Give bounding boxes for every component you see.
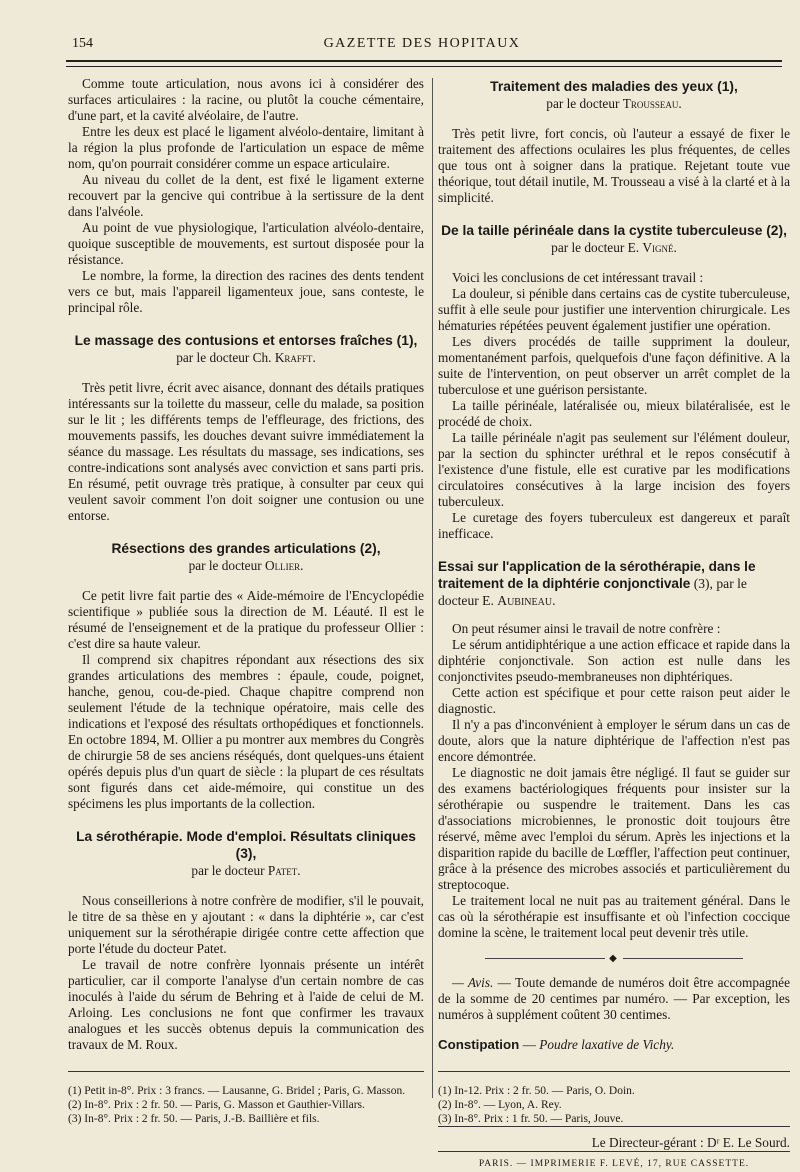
paragraph: Le travail de notre confrère lyonnais présente un intérêt particulier, car il comporte l'analyse d'un certain nombre de cas inoculés à l'aide du sérum de Behring et à l'aide de celui de M. Arloing. Les conclusions ne font que confirmer les travaux analogues et les succès obtenus depuis la communication des travaux de M. Roux.	[68, 957, 424, 1052]
paragraph: Cette action est spécifique et pour cette raison peut aider le diagnostic.	[438, 685, 790, 716]
section-title: Résections des grandes articulations (2),	[111, 541, 381, 556]
ad-separator: —	[519, 1037, 540, 1052]
ad-label: Constipation	[438, 1037, 520, 1052]
author-name: Aubineau	[497, 593, 553, 608]
paragraph: La taille périnéale n'agit pas seulement sur l'élément douleur, par la section du sphincter uréthral et le repos consécutif à l'existence d'une fistule, elle est curative par les modifications circulatoires consécutives à la large incision des foyers tuberculeux.	[438, 430, 790, 509]
journal-title: GAZETTE DES HOPITAUX	[323, 36, 521, 51]
ad-text: Poudre laxative de Vichy.	[539, 1037, 675, 1052]
footnote: (2) In-8°. — Lyon, A. Rey.	[438, 1099, 562, 1111]
page-header	[62, 36, 782, 56]
footnote: (3) In-8°. Prix : 1 fr. 50. — Paris, Jouve.	[438, 1113, 624, 1125]
section-title: De la taille périnéale dans la cystite tuberculeuse (2),	[441, 223, 787, 238]
author-name: Trousseau	[622, 96, 679, 111]
footnote: (1) In-12. Prix : 2 fr. 50. — Paris, O. Doin.	[438, 1085, 635, 1097]
author-suffix: .	[297, 863, 301, 878]
paragraph: On peut résumer ainsi le travail de notre confrère :	[452, 621, 721, 636]
paragraph: Le traitement local ne nuit pas au traitement général. Dans le cas où la sérothérapie est insuffisante et où l'infection coccique domine la scène, le traitement local peut devenir très utile.	[438, 893, 790, 940]
paragraph: La douleur, si pénible dans certains cas de cystite tuberculeuse, suffit à elle seule pour justifier une intervention chirurgicale. Les hématuries répétées peuvent également justifier une opération.	[438, 286, 790, 333]
footnote-rule	[68, 1071, 424, 1072]
section-author	[68, 862, 424, 879]
section-title: Le massage des contusions et entorses fraîches (1),	[74, 333, 418, 348]
paragraph: La taille périnéale, latéralisée ou, mieux bilatéralisée, est le procédé de choix.	[438, 398, 790, 429]
constipation-ad	[438, 1037, 790, 1053]
printer-imprint: PARIS. — IMPRIMERIE F. LEVÉ, 17, RUE CASSETTE.	[438, 1151, 790, 1172]
paragraph: Très petit livre, fort concis, où l'auteur a essayé de fixer le traitement des affections oculaires les plus fréquentes, de celles que tous ont à soigner dans la pratique. Rejetant toute vue théorique, tout détail inutile, M. Trousseau a visé à la clarté et à la simplicité.	[438, 126, 790, 205]
paragraph: Les divers procédés de taille suppriment la douleur, momentanément parfois, quelquefois d'une façon définitive. A la suite de l'intervention, on peut observer un arrêt complet de la tuberculose et une guérison persistante.	[438, 334, 790, 397]
avis-label: — Avis.	[452, 975, 494, 990]
author-prefix: par le docteur	[191, 863, 268, 878]
paragraph: Voici les conclusions de cet intéressant travail :	[452, 270, 704, 285]
paragraph: Il comprend six chapitres répondant aux résections des six grandes articulations des membres : épaule, coude, poignet, hanche, genou, cou-de-pied. Chaque chapitre comprend non seulement l'étude de la technique opératoire, mais celle des indications et l'exposé des résultats orthopédiques et fonctionnels. En octobre 1894, M. Ollier a pu montrer aux membres du Congrès de chirurgie 58 de ses anciens réséqués, dont quelques-uns étaient opérés depuis plus d'un quart de siècle : la plupart de ces résultats sont figurés dans cet aide-mémoire, qui constitue un des spécimens les plus importants de la collection.	[68, 652, 424, 811]
paragraph: Au niveau du collet de la dent, est fixé le ligament externe recouvert par la gencive qui contribue à la sertissure de la dent dans l'alvéole.	[68, 172, 424, 219]
section-title: Essai sur l'application de la sérothérapie, dans le traitement de la diphtérie conjonctivale	[438, 559, 756, 591]
author-name: Vigné	[642, 240, 674, 255]
author-name: Patet	[267, 863, 298, 878]
section-heading-resections	[68, 540, 424, 574]
section-author	[68, 557, 424, 574]
section-author	[438, 239, 790, 256]
footnote: (1) Petit in-8°. Prix : 3 francs. — Lausanne, G. Bridel ; Paris, G. Masson.	[68, 1085, 406, 1097]
section-heading-diphterie	[438, 558, 790, 609]
author-name: Krafft	[274, 350, 313, 365]
section-author	[68, 349, 424, 366]
director-signature: Le Directeur-gérant : Dʳ E. Le Sourd.	[438, 1126, 790, 1151]
author-prefix: par le docteur E.	[551, 240, 643, 255]
left-column	[68, 76, 424, 1126]
author-prefix: par le docteur	[546, 96, 623, 111]
section-title-rest: (3), par le docteur E.	[438, 576, 747, 608]
page-number: 154	[72, 36, 93, 51]
author-suffix: .	[678, 96, 682, 111]
author-prefix: par le docteur	[188, 558, 265, 573]
section-author	[438, 95, 790, 112]
paragraph: Ce petit livre fait partie des « Aide-mémoire de l'Encyclopédie scientifique » publiée sous la direction de M. Léauté. Il est le résumé de l'enseignement et de la pratique du professeur Ollier : c'est dire sa haute valeur.	[68, 588, 424, 651]
author-prefix: par le docteur Ch.	[176, 350, 275, 365]
paragraph: Le curetage des foyers tuberculeux est dangereux et paraît inefficace.	[438, 510, 790, 541]
paragraph: Le diagnostic ne doit jamais être négligé. Il faut se guider sur des examens bactériologiques fréquents pour insister sur la sérothérapie ou suspendre le traitement. Dans les cas d'associations microbiennes, le pronostic doit toujours être réservé, même avec l'emploi du sérum. Après les injections et la disparition rapide du bacille de Lœffler, l'affection peut continuer, grâce à la présence des microbes associés et particulièrement du streptocoque.	[438, 765, 790, 892]
author-suffix: .	[312, 350, 316, 365]
paragraph: Très petit livre, écrit avec aisance, donnant des détails pratiques intéressants sur la toilette du masseur, celle du malade, sa position sur le lit ; les différents temps de l'effleurage, des frictions, des mouvements passifs, les douches devant suivre immédiatement la séance du massage. Les résultats du massage, ses indications, ses contre-indications sont analysés avec conviction et sans parti pris. En résumé, petit ouvrage très pratique, à consulter par ceux qui veulent savoir comment l'on doit soigner une contusion ou une entorse.	[68, 380, 424, 523]
author-suffix: .	[673, 240, 677, 255]
author-suffix: .	[552, 593, 556, 608]
paragraph: Il n'y a pas d'inconvénient à employer le sérum dans un cas de doute, alors que la nature diphtérique de l'affection n'est pas encore démontrée.	[438, 717, 790, 764]
section-title: La sérothérapie. Mode d'emploi. Résultats cliniques (3),	[76, 829, 416, 861]
avis-notice	[438, 975, 790, 1023]
section-title: Traitement des maladies des yeux (1),	[490, 79, 738, 94]
section-heading-serotherapie	[68, 828, 424, 879]
footnote-rule	[438, 1071, 790, 1072]
section-heading-taille	[438, 222, 790, 256]
footnote: (2) In-8°. Prix : 2 fr. 50. — Paris, G. Masson et Gauthier-Villars.	[68, 1099, 365, 1111]
right-column	[438, 76, 790, 1172]
ornament-divider: ◆	[438, 951, 790, 967]
header-rule-thin	[66, 66, 782, 67]
footnote: (3) In-8°. Prix : 2 fr. 50. — Paris, J.-B. Baillière et fils.	[68, 1113, 320, 1125]
column-divider	[432, 78, 433, 1098]
intro-text	[68, 76, 424, 316]
section-heading-massage	[68, 332, 424, 366]
paragraph: Entre les deux est placé le ligament alvéolo-dentaire, limitant à la région la plus profonde de l'articulation un espace de même nom, qu'on pourrait considérer comme un espace articulaire.	[68, 124, 424, 171]
header-rule	[66, 60, 782, 62]
author-suffix: .	[300, 558, 304, 573]
author-name: Ollier	[264, 558, 301, 573]
paragraph: Le nombre, la forme, la direction des racines des dents tendent vers ce but, mais l'appareil ligamenteux joue, sans conteste, le principal rôle.	[68, 268, 424, 315]
paragraph: Nous conseillerions à notre confrère de modifier, s'il le pouvait, le titre de sa thèse en y ajoutant : « dans la diphtérie », car c'est uniquement sur la sérothérapie dirigée contre cette affection que porte l'étude du docteur Patet.	[68, 893, 424, 956]
paragraph: Au point de vue physiologique, l'articulation alvéolo-dentaire, quoique susceptible de mouvements, est surtout disposée pour la résistance.	[68, 220, 424, 267]
avis-text: — Toute demande de numéros doit être accompagnée de la somme de 20 centimes par numéro. — Par exception, les numéros à supplément coûtent 30 centimes.	[438, 975, 790, 1022]
section-heading-yeux	[438, 78, 790, 112]
paragraph: Comme toute articulation, nous avons ici à considérer des surfaces articulaires : la racine, ou plutôt la couche cémentaire, d'une part, et la cavité alvéolaire, de l'autre.	[68, 76, 424, 123]
paragraph: Le sérum antidiphtérique a une action efficace et rapide dans la diphtérie conjonctivale. Son action est nulle dans les conjonctivites pseudo-membraneuses non diphtériques.	[438, 637, 790, 684]
